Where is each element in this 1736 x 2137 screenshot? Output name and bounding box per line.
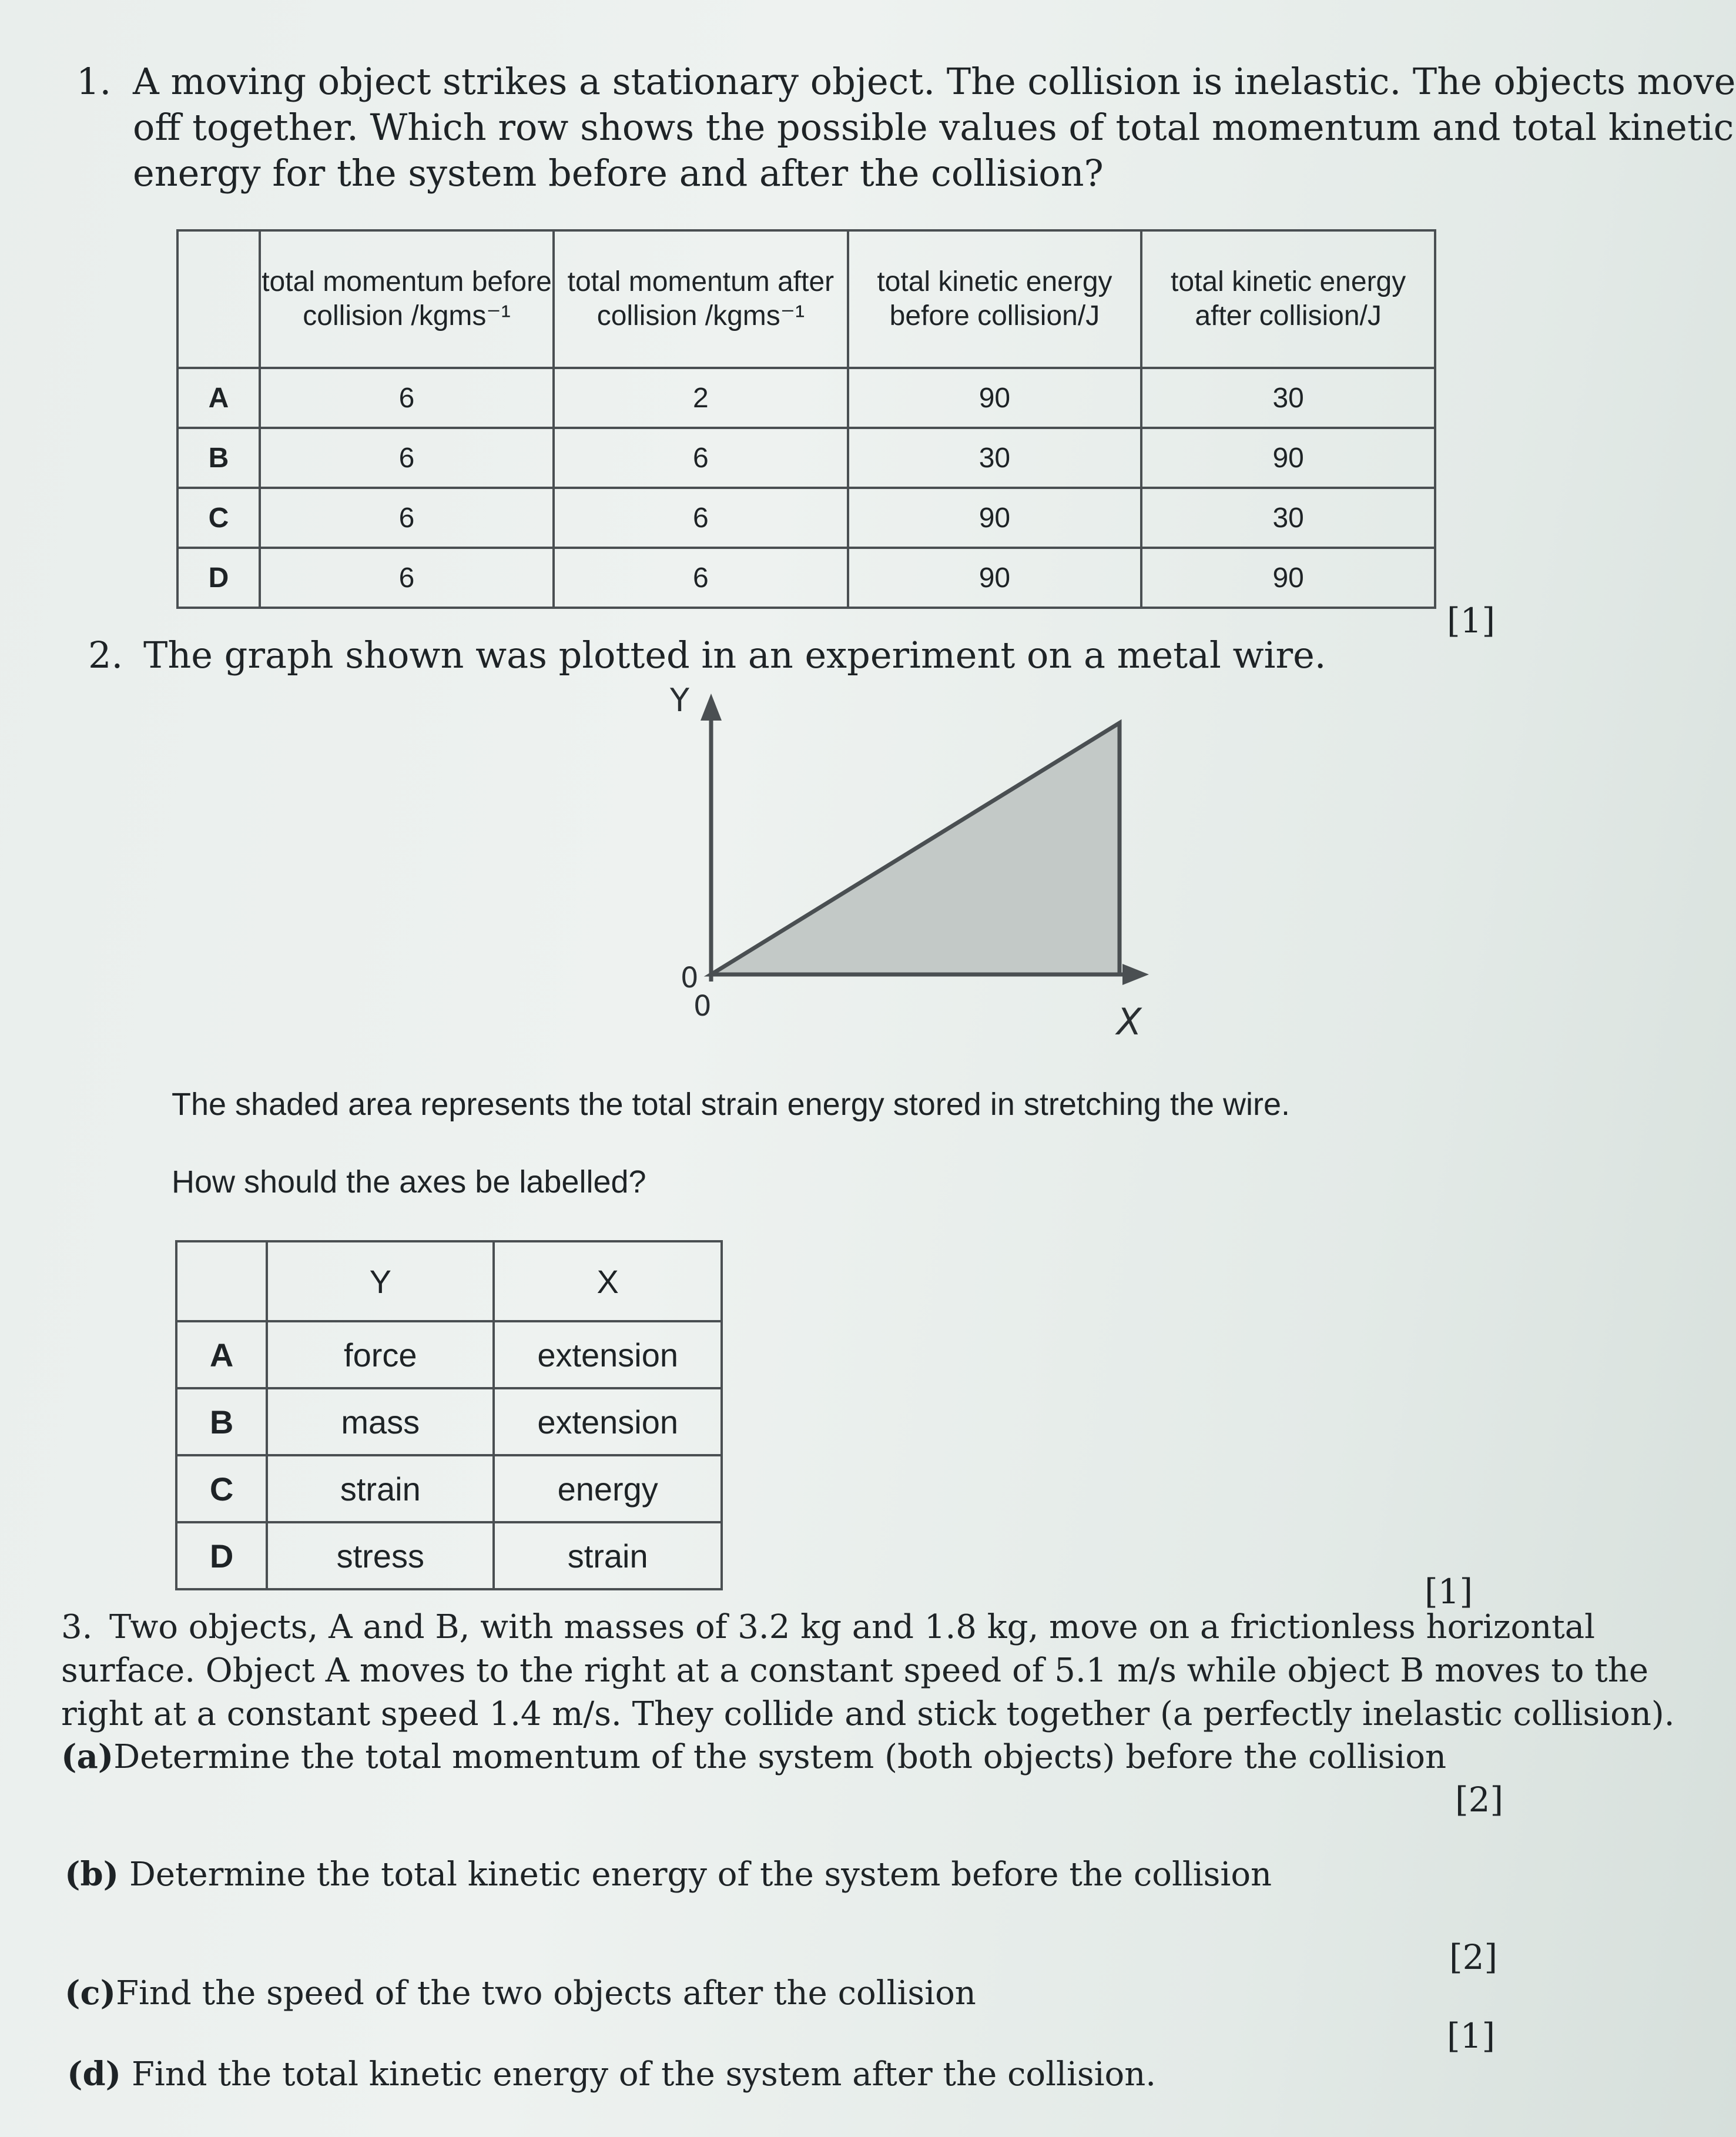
question-1-line-1: A moving object strikes a stationary object. The collision is inelastic. The objects move — [133, 60, 1736, 103]
table-cell: 30 — [848, 428, 1142, 488]
table-row — [177, 548, 1435, 608]
table-cell: 90 — [848, 488, 1142, 548]
row-label: A — [176, 1321, 267, 1388]
question-1-number: 1. — [76, 60, 112, 103]
origin-y-label: 0 — [681, 962, 699, 994]
part-c — [65, 1974, 976, 2012]
table-cell: 30 — [1141, 368, 1435, 428]
table-cell: 6 — [260, 548, 554, 608]
table-cell: stress — [267, 1522, 494, 1589]
question-1-line-3: energy for the system before and after the collision? — [133, 152, 1104, 195]
part-a-label: (a) — [61, 1737, 114, 1776]
strain-energy-graph — [646, 682, 1175, 1070]
table-header-row — [177, 230, 1435, 368]
part-a-marks: [2] — [1455, 1780, 1504, 1820]
table-cell: 6 — [554, 548, 847, 608]
row-label: D — [177, 548, 260, 608]
question-1-marks: [1] — [1447, 601, 1496, 641]
question-1-line-2: off together. Which row shows the possible values of total momentum and total kinetic — [133, 106, 1734, 149]
question-3-number: 3. — [61, 1608, 93, 1646]
question-2-table — [175, 1240, 723, 1590]
origin-x-label: 0 — [693, 990, 712, 1023]
table-cell: strain — [494, 1522, 722, 1589]
table-cell: 90 — [1141, 428, 1435, 488]
table-row — [176, 1522, 722, 1589]
table-cell: 90 — [848, 368, 1142, 428]
table-row — [176, 1455, 722, 1522]
question-1-table — [176, 229, 1436, 609]
table-header-cell — [177, 230, 260, 368]
table-cell: mass — [267, 1388, 494, 1455]
part-b-label: (b) — [65, 1855, 119, 1894]
question-2-line-1: The graph shown was plotted in an experiment on a metal wire. — [143, 634, 1326, 676]
table-header-cell: total kinetic energy before collision/J — [848, 230, 1142, 368]
table-row — [176, 1388, 722, 1455]
table-cell: 30 — [1141, 488, 1435, 548]
table-cell: 6 — [554, 488, 847, 548]
table-row — [176, 1321, 722, 1388]
y-axis-label: Y — [670, 682, 689, 719]
y-axis-arrow-icon — [701, 694, 722, 721]
part-c-label: (c) — [65, 1974, 116, 2012]
part-b — [65, 1855, 1272, 1894]
table-header-cell: total kinetic energy after collision/J — [1141, 230, 1435, 368]
question-3-line-3: right at a constant speed 1.4 m/s. They collide and stick together (a perfectly inelastic collision). — [61, 1695, 1675, 1733]
question-2-number: 2. — [88, 634, 123, 676]
question-2-marks: [1] — [1425, 1572, 1473, 1612]
table-header-cell: Y — [267, 1241, 494, 1321]
shaded-area — [711, 723, 1120, 974]
table-header-cell: total momentum before collision /kgms⁻¹ — [260, 230, 554, 368]
table-cell: 90 — [848, 548, 1142, 608]
part-c-marks: [1] — [1447, 2016, 1496, 2056]
part-a — [61, 1737, 1446, 1776]
table-cell: 6 — [260, 488, 554, 548]
part-d — [67, 2055, 1156, 2094]
x-axis-label: X — [1117, 1000, 1142, 1043]
table-cell: 90 — [1141, 548, 1435, 608]
table-cell: strain — [267, 1455, 494, 1522]
part-b-marks: [2] — [1449, 1937, 1498, 1977]
table-cell: force — [267, 1321, 494, 1388]
question-3-line-2: surface. Object A moves to the right at a constant speed of 5.1 m/s while object B moves to the — [61, 1652, 1648, 1690]
table-cell: extension — [494, 1321, 722, 1388]
part-d-label: (d) — [67, 2055, 122, 2094]
part-d-text: Find the total kinetic energy of the system after the collision. — [131, 2055, 1157, 2094]
x-axis-arrow-icon — [1122, 964, 1149, 985]
table-cell: 6 — [554, 428, 847, 488]
row-label: C — [176, 1455, 267, 1522]
table-row — [177, 488, 1435, 548]
question-3-line-1: Two objects, A and B, with masses of 3.2 kg and 1.8 kg, move on a frictionless horizontal — [109, 1608, 1596, 1646]
table-header-row — [176, 1241, 722, 1321]
table-header-cell: X — [494, 1241, 722, 1321]
axes-question: How should the axes be labelled? — [172, 1164, 646, 1200]
table-header-cell: total momentum after collision /kgms⁻¹ — [554, 230, 847, 368]
part-b-text: Determine the total kinetic energy of the system before the collision — [129, 1855, 1272, 1894]
table-cell: 2 — [554, 368, 847, 428]
part-c-text: Find the speed of the two objects after the collision — [116, 1974, 976, 2012]
table-header-cell — [176, 1241, 267, 1321]
table-cell: 6 — [260, 428, 554, 488]
part-a-text: Determine the total momentum of the system (both objects) before the collision — [113, 1738, 1447, 1776]
table-cell: 6 — [260, 368, 554, 428]
table-row — [177, 428, 1435, 488]
row-label: A — [177, 368, 260, 428]
row-label: C — [177, 488, 260, 548]
row-label: D — [176, 1522, 267, 1589]
table-row — [177, 368, 1435, 428]
table-cell: energy — [494, 1455, 722, 1522]
shaded-area-description: The shaded area represents the total strain energy stored in stretching the wire. — [172, 1087, 1291, 1122]
row-label: B — [177, 428, 260, 488]
row-label: B — [176, 1388, 267, 1455]
table-cell: extension — [494, 1388, 722, 1455]
